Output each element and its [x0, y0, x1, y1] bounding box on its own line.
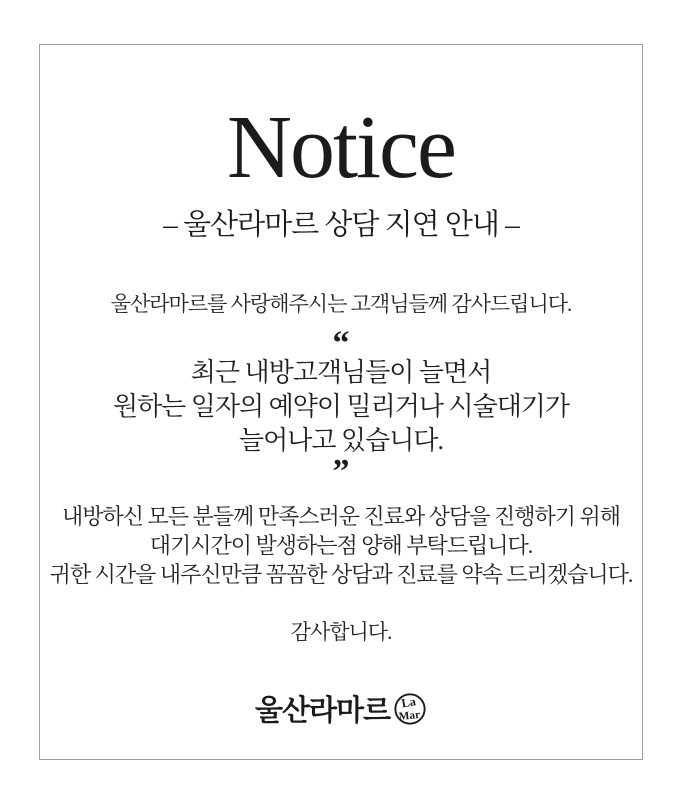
body-line: 귀한 시간을 내주신만큼 꼼꼼한 상담과 진료를 약속 드리겠습니다.: [49, 561, 633, 587]
notice-subtitle: – 울산라마르 상담 지연 안내 –: [163, 209, 519, 241]
body-line: 내방하신 모든 분들께 만족스러운 진료와 상담을 진행하기 위해: [61, 503, 621, 529]
emblem-text-bottom: Mar: [398, 708, 421, 723]
brand-logo: [40, 688, 642, 729]
quote-block: [40, 356, 642, 458]
quote-close-mark: ”: [332, 452, 350, 490]
closing-text: 감사합니다.: [290, 619, 392, 644]
body-line: 대기시간이 발생하는점 양해 부탁드립니다.: [149, 532, 533, 558]
quote-line: 원하는 일자의 예약이 밀리거나 시술대기가: [112, 391, 570, 421]
lamar-emblem-icon: [393, 691, 427, 727]
notice-title: Notice: [227, 98, 455, 197]
body-paragraph: [40, 502, 642, 589]
quote-line: 늘어나고 있습니다.: [239, 425, 443, 455]
notice-card: [39, 44, 643, 760]
greeting-text: 울산라마르를 사랑해주시는 고객님들께 감사드립니다.: [110, 291, 572, 316]
quote-line: 최근 내방고객님들이 늘면서: [190, 357, 492, 387]
brand-logo-text: 울산라마르: [254, 695, 391, 728]
emblem-text-top: La: [400, 694, 417, 711]
quote-open-mark: “: [332, 324, 350, 362]
